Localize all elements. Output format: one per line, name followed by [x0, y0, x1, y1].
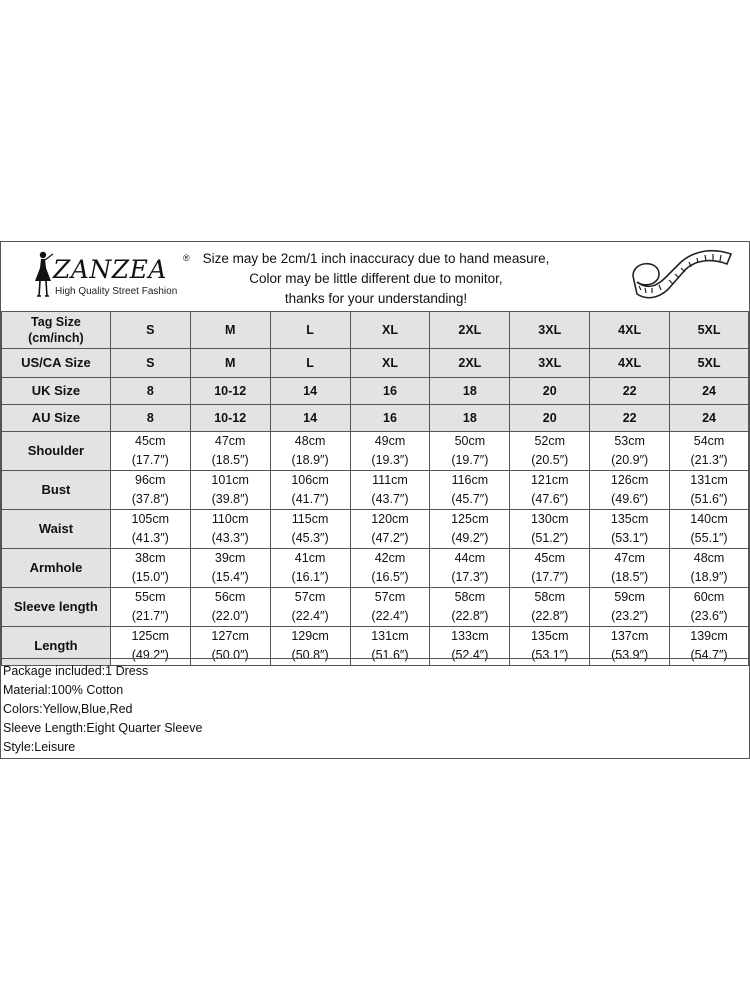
inch-value: (50.8″) — [291, 648, 329, 662]
inch-value: (53.1″) — [611, 531, 649, 545]
size-table — [1, 311, 749, 666]
measurement-cell — [350, 510, 430, 549]
size-cell: 4XL — [590, 349, 670, 378]
inch-value: (18.9″) — [690, 570, 728, 584]
measurement-cell — [670, 471, 749, 510]
cm-value: 106cm — [291, 473, 329, 487]
measurement-cell — [190, 471, 270, 510]
measurement-cell — [110, 471, 190, 510]
inch-value: (39.8″) — [211, 492, 249, 506]
tag-size-cell: S — [110, 312, 190, 349]
row-label: Shoulder — [2, 432, 111, 471]
inch-value: (37.8″) — [131, 492, 169, 506]
corner-header — [2, 312, 111, 349]
inch-value: (23.2″) — [611, 609, 649, 623]
registered-mark: ® — [183, 253, 190, 263]
measurement-cell — [510, 471, 590, 510]
measurement-cell — [430, 549, 510, 588]
size-cell: 18 — [430, 405, 510, 432]
measurement-row — [2, 588, 749, 627]
inch-value: (15.0″) — [131, 570, 169, 584]
cm-value: 133cm — [451, 629, 489, 643]
row-label: Waist — [2, 510, 111, 549]
inch-value: (22.4″) — [371, 609, 409, 623]
inch-value: (20.5″) — [531, 453, 569, 467]
cm-value: 45cm — [135, 434, 166, 448]
inch-value: (23.6″) — [690, 609, 728, 623]
cm-value: 52cm — [534, 434, 566, 448]
size-cell: 2XL — [430, 349, 510, 378]
measurement-cell — [190, 588, 270, 627]
inch-value: (18.5″) — [611, 570, 649, 584]
size-cell: 16 — [350, 405, 430, 432]
size-cell: 24 — [670, 378, 749, 405]
cm-value: 137cm — [610, 629, 649, 643]
brand-logo — [31, 250, 191, 302]
info-colors: Colors:Yellow,Blue,Red — [3, 702, 133, 716]
size-cell: XL — [350, 349, 430, 378]
inch-value: (18.5″) — [211, 453, 249, 467]
inch-value: (50.0″) — [211, 648, 249, 662]
inch-value: (47.6″) — [531, 492, 569, 506]
inch-value: (22.8″) — [531, 609, 569, 623]
row-label: UK Size — [2, 378, 111, 405]
cm-value: 38cm — [135, 551, 166, 565]
corner-label: Tag Size — [31, 315, 81, 329]
measurement-cell — [590, 588, 670, 627]
inch-value: (17.7″) — [131, 453, 169, 467]
measurement-cell — [510, 588, 590, 627]
measurement-cell — [110, 432, 190, 471]
size-cell: 20 — [510, 378, 590, 405]
inch-value: (45.7″) — [451, 492, 489, 506]
cm-value: 58cm — [534, 590, 566, 604]
measurement-cell — [270, 471, 350, 510]
cm-value: 56cm — [214, 590, 246, 604]
inch-value: (51.6″) — [690, 492, 728, 506]
size-cell: 14 — [270, 378, 350, 405]
inch-value: (20.9″) — [611, 453, 649, 467]
measurement-cell — [590, 471, 670, 510]
measurement-cell — [190, 549, 270, 588]
measurement-cell — [350, 588, 430, 627]
inch-value: (19.7″) — [451, 453, 489, 467]
size-cell: 8 — [110, 405, 190, 432]
inch-value: (18.9″) — [291, 453, 329, 467]
measurement-cell — [590, 432, 670, 471]
measurement-row — [2, 432, 749, 471]
size-cell: 10-12 — [190, 378, 270, 405]
measurement-cell — [590, 549, 670, 588]
cm-value: 135cm — [530, 629, 569, 643]
cm-value: 50cm — [454, 434, 486, 448]
measurement-cell — [110, 549, 190, 588]
brand-name: ZANZEA — [53, 255, 167, 284]
size-cell: 18 — [430, 378, 510, 405]
measurement-cell — [110, 510, 190, 549]
row-label: AU Size — [2, 405, 111, 432]
info-style: Style:Leisure — [3, 740, 76, 754]
inch-value: (49.6″) — [611, 492, 649, 506]
measurement-cell — [670, 432, 749, 471]
cm-value: 58cm — [454, 590, 486, 604]
row-label: US/CA Size — [2, 349, 111, 378]
measurement-cell — [270, 588, 350, 627]
measurement-cell — [190, 432, 270, 471]
size-row — [2, 349, 749, 378]
size-cell: 16 — [350, 378, 430, 405]
cm-value: 47cm — [214, 434, 246, 448]
cm-value: 129cm — [291, 629, 329, 643]
measurement-cell — [510, 549, 590, 588]
cm-value: 125cm — [451, 512, 489, 526]
brand-tagline: High Quality Street Fashion — [55, 286, 178, 297]
cm-value: 60cm — [693, 590, 725, 604]
inch-value: (49.2″) — [451, 531, 489, 545]
measurement-cell — [270, 510, 350, 549]
tag-size-cell: 4XL — [590, 312, 670, 349]
cm-value: 42cm — [374, 551, 406, 565]
cm-value: 139cm — [690, 629, 728, 643]
tag-size-cell: XL — [350, 312, 430, 349]
size-cell: 8 — [110, 378, 190, 405]
cm-value: 57cm — [374, 590, 406, 604]
cm-value: 110cm — [211, 512, 249, 526]
size-cell: S — [110, 349, 190, 378]
measurement-cell — [670, 549, 749, 588]
cm-value: 96cm — [135, 473, 166, 487]
cm-value: 121cm — [530, 473, 569, 487]
size-cell: M — [190, 349, 270, 378]
inch-value: (51.2″) — [531, 531, 569, 545]
inch-value: (16.1″) — [291, 570, 329, 584]
chart-header — [1, 242, 749, 312]
inch-value: (52.4″) — [451, 648, 489, 662]
info-package: Package included:1 Dress — [3, 664, 149, 678]
measurement-cell — [510, 432, 590, 471]
size-cell: 20 — [510, 405, 590, 432]
tag-size-cell: 2XL — [430, 312, 510, 349]
cm-value: 48cm — [294, 434, 326, 448]
tag-size-row — [2, 312, 749, 349]
tag-size-cell: 3XL — [510, 312, 590, 349]
row-label: Length — [2, 627, 111, 666]
inch-value: (45.3″) — [291, 531, 329, 545]
cm-value: 111cm — [372, 473, 408, 487]
cm-value: 53cm — [614, 434, 645, 448]
inch-value: (41.3″) — [131, 531, 169, 545]
size-cell: 5XL — [670, 349, 749, 378]
size-row — [2, 405, 749, 432]
measurement-cell — [350, 549, 430, 588]
measurement-row — [2, 549, 749, 588]
row-label: Armhole — [2, 549, 111, 588]
inch-value: (22.4″) — [291, 609, 329, 623]
size-cell: 24 — [670, 405, 749, 432]
measurement-cell — [510, 510, 590, 549]
inch-value: (55.1″) — [690, 531, 728, 545]
measurement-cell — [430, 471, 510, 510]
cm-value: 125cm — [131, 629, 170, 643]
inch-value: (15.4″) — [211, 570, 249, 584]
measurement-cell — [670, 510, 749, 549]
row-label: Bust — [2, 471, 111, 510]
cm-value: 48cm — [693, 551, 725, 565]
cm-value: 45cm — [534, 551, 566, 565]
measurement-cell — [270, 432, 350, 471]
cm-value: 101cm — [211, 473, 249, 487]
tag-size-cell: M — [190, 312, 270, 349]
inch-value: (43.3″) — [211, 531, 249, 545]
size-chart — [0, 241, 750, 759]
info-sleeve: Sleeve Length:Eight Quarter Sleeve — [3, 721, 203, 735]
product-info — [1, 658, 749, 757]
notice-line: Color may be little different due to monitor, — [249, 271, 503, 286]
cm-value: 59cm — [614, 590, 645, 604]
measurement-row — [2, 510, 749, 549]
cm-value: 55cm — [135, 590, 166, 604]
size-row — [2, 378, 749, 405]
measurement-cell — [190, 510, 270, 549]
measurement-cell — [590, 510, 670, 549]
cm-value: 54cm — [693, 434, 725, 448]
inch-value: (21.3″) — [690, 453, 728, 467]
size-cell: L — [270, 349, 350, 378]
inch-value: (53.1″) — [531, 648, 569, 662]
row-label: Sleeve length — [2, 588, 111, 627]
measurement-cell — [430, 588, 510, 627]
inch-value: (53.9″) — [611, 648, 649, 662]
notice-line: thanks for your understanding! — [284, 291, 468, 306]
measurement-cell — [670, 588, 749, 627]
cm-value: 120cm — [371, 512, 409, 526]
notice-text — [186, 249, 566, 309]
size-cell: 22 — [590, 405, 670, 432]
cm-value: 131cm — [690, 473, 728, 487]
fashion-model-icon — [31, 250, 55, 300]
inch-value: (22.8″) — [451, 609, 489, 623]
measurement-cell — [430, 510, 510, 549]
cm-value: 41cm — [294, 551, 326, 565]
inch-value: (54.7″) — [690, 648, 728, 662]
inch-value: (16.5″) — [371, 570, 409, 584]
measurement-cell — [350, 471, 430, 510]
cm-value: 131cm — [371, 629, 409, 643]
cm-value: 115cm — [291, 512, 329, 526]
tag-size-cell: 5XL — [670, 312, 749, 349]
cm-value: 57cm — [294, 590, 326, 604]
cm-value: 130cm — [530, 512, 569, 526]
cm-value: 126cm — [610, 473, 649, 487]
inch-value: (51.6″) — [371, 648, 409, 662]
inch-value: (17.7″) — [531, 570, 569, 584]
cm-value: 116cm — [451, 473, 489, 487]
size-cell: 3XL — [510, 349, 590, 378]
cm-value: 44cm — [454, 551, 486, 565]
corner-unit: (cm/inch) — [28, 331, 84, 345]
cm-value: 140cm — [690, 512, 728, 526]
notice-line: Size may be 2cm/1 inch inaccuracy due to hand measure, — [202, 251, 550, 266]
inch-value: (19.3″) — [371, 453, 409, 467]
size-cell: 10-12 — [190, 405, 270, 432]
cm-value: 135cm — [610, 512, 649, 526]
cm-value: 49cm — [374, 434, 406, 448]
inch-value: (49.2″) — [131, 648, 169, 662]
measurement-cell — [350, 432, 430, 471]
size-cell: 14 — [270, 405, 350, 432]
inch-value: (17.3″) — [451, 570, 489, 584]
cm-value: 39cm — [214, 551, 246, 565]
inch-value: (41.7″) — [291, 492, 329, 506]
size-cell: 22 — [590, 378, 670, 405]
measurement-cell — [430, 432, 510, 471]
measurement-row — [2, 471, 749, 510]
inch-value: (21.7″) — [131, 609, 169, 623]
cm-value: 127cm — [211, 629, 249, 643]
info-material: Material:100% Cotton — [3, 683, 124, 697]
measurement-cell — [110, 588, 190, 627]
inch-value: (22.0″) — [211, 609, 249, 623]
inch-value: (47.2″) — [371, 531, 409, 545]
cm-value: 47cm — [614, 551, 645, 565]
inch-value: (43.7″) — [371, 492, 409, 506]
tag-size-cell: L — [270, 312, 350, 349]
cm-value: 105cm — [131, 512, 170, 526]
measuring-tape-icon — [619, 246, 737, 308]
measurement-cell — [270, 549, 350, 588]
